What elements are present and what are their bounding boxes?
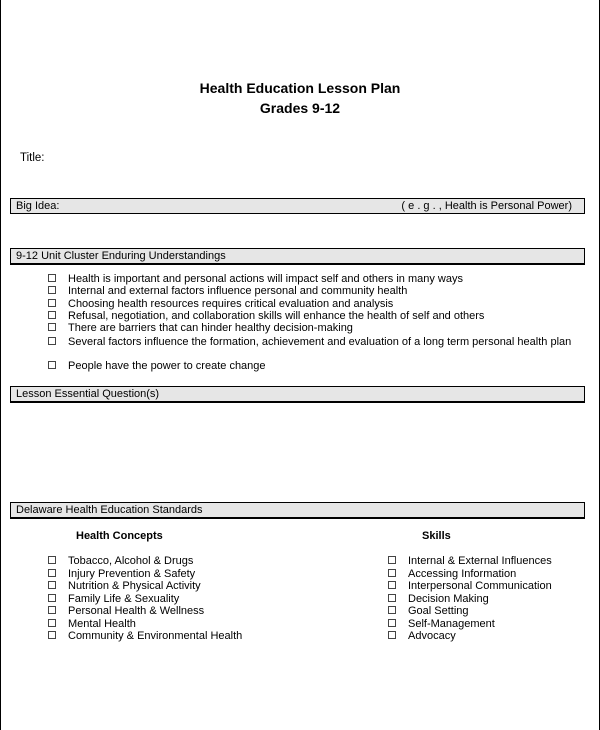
document-title: Health Education Lesson Plan [199, 80, 401, 96]
health-concepts-heading: Health Concepts [76, 530, 163, 542]
checkbox-icon[interactable] [388, 606, 396, 614]
standards-heading: Delaware Health Education Standards [16, 504, 203, 516]
checkbox-icon[interactable] [48, 606, 56, 614]
checkbox-icon[interactable] [48, 361, 56, 369]
checkbox-icon[interactable] [388, 581, 396, 589]
standards-bar [10, 502, 585, 519]
checkbox-icon[interactable] [388, 619, 396, 627]
essential-question-heading: Lesson Essential Question(s) [16, 388, 160, 400]
checkbox-icon[interactable] [48, 581, 56, 589]
title-field-label: Title: [20, 152, 45, 164]
checkbox-icon[interactable] [48, 286, 56, 294]
checkbox-icon[interactable] [388, 631, 396, 639]
understandings-bar [10, 248, 585, 265]
checkbox-icon[interactable] [388, 569, 396, 577]
checkbox-icon[interactable] [48, 311, 56, 319]
big-idea-label: Big Idea: [16, 200, 60, 212]
checkbox-icon[interactable] [48, 619, 56, 627]
big-idea-example: ( e . g . , Health is Personal Power) [401, 200, 572, 212]
checkbox-icon[interactable] [48, 299, 56, 307]
checkbox-icon[interactable] [48, 274, 56, 282]
checkbox-icon[interactable] [48, 594, 56, 602]
lesson-plan-page: Health Education Lesson Plan Grades 9-12 Title: Big Idea: ( e . g . , Health is Personal Power) 9-12 Unit Cluster Enduring Understandings Health is important and personal actions will impact self and others in many ways Internal and external factors influence personal and community health Choosing health resources requires critical evaluation and analysis Refusal, negotiation, and collaboration skills will enhance the health of self and others There are barriers that can hinder healthy decision-making Several factors influence the formation, achievement and evaluation of a long term personal health plan People have the power to create change Lesson Essential Question(s) Delaware Health Education Standards Health Concepts Skills Tobacco, Alcohol & Drugs Injury Prevention & Safety Nutrition & Physical Activity Family Life & Sexuality Personal Health & Wellness Mental Health Community & Environmental Health Internal & External Influences Accessing Information Interpersonal Communication Decision Making Goal Setting Self-Management Advocacy [0, 0, 600, 730]
checkbox-icon[interactable] [388, 594, 396, 602]
document-subtitle: Grades 9-12 [259, 100, 341, 116]
big-idea-bar [10, 198, 585, 214]
essential-question-bar [10, 386, 585, 403]
checkbox-icon[interactable] [388, 556, 396, 564]
checkbox-icon[interactable] [48, 337, 56, 345]
understandings-heading: 9-12 Unit Cluster Enduring Understandings [16, 250, 226, 262]
checkbox-icon[interactable] [48, 323, 56, 331]
checkbox-icon[interactable] [48, 556, 56, 564]
checkbox-icon[interactable] [48, 631, 56, 639]
skills-heading: Skills [422, 530, 451, 542]
checkbox-icon[interactable] [48, 569, 56, 577]
